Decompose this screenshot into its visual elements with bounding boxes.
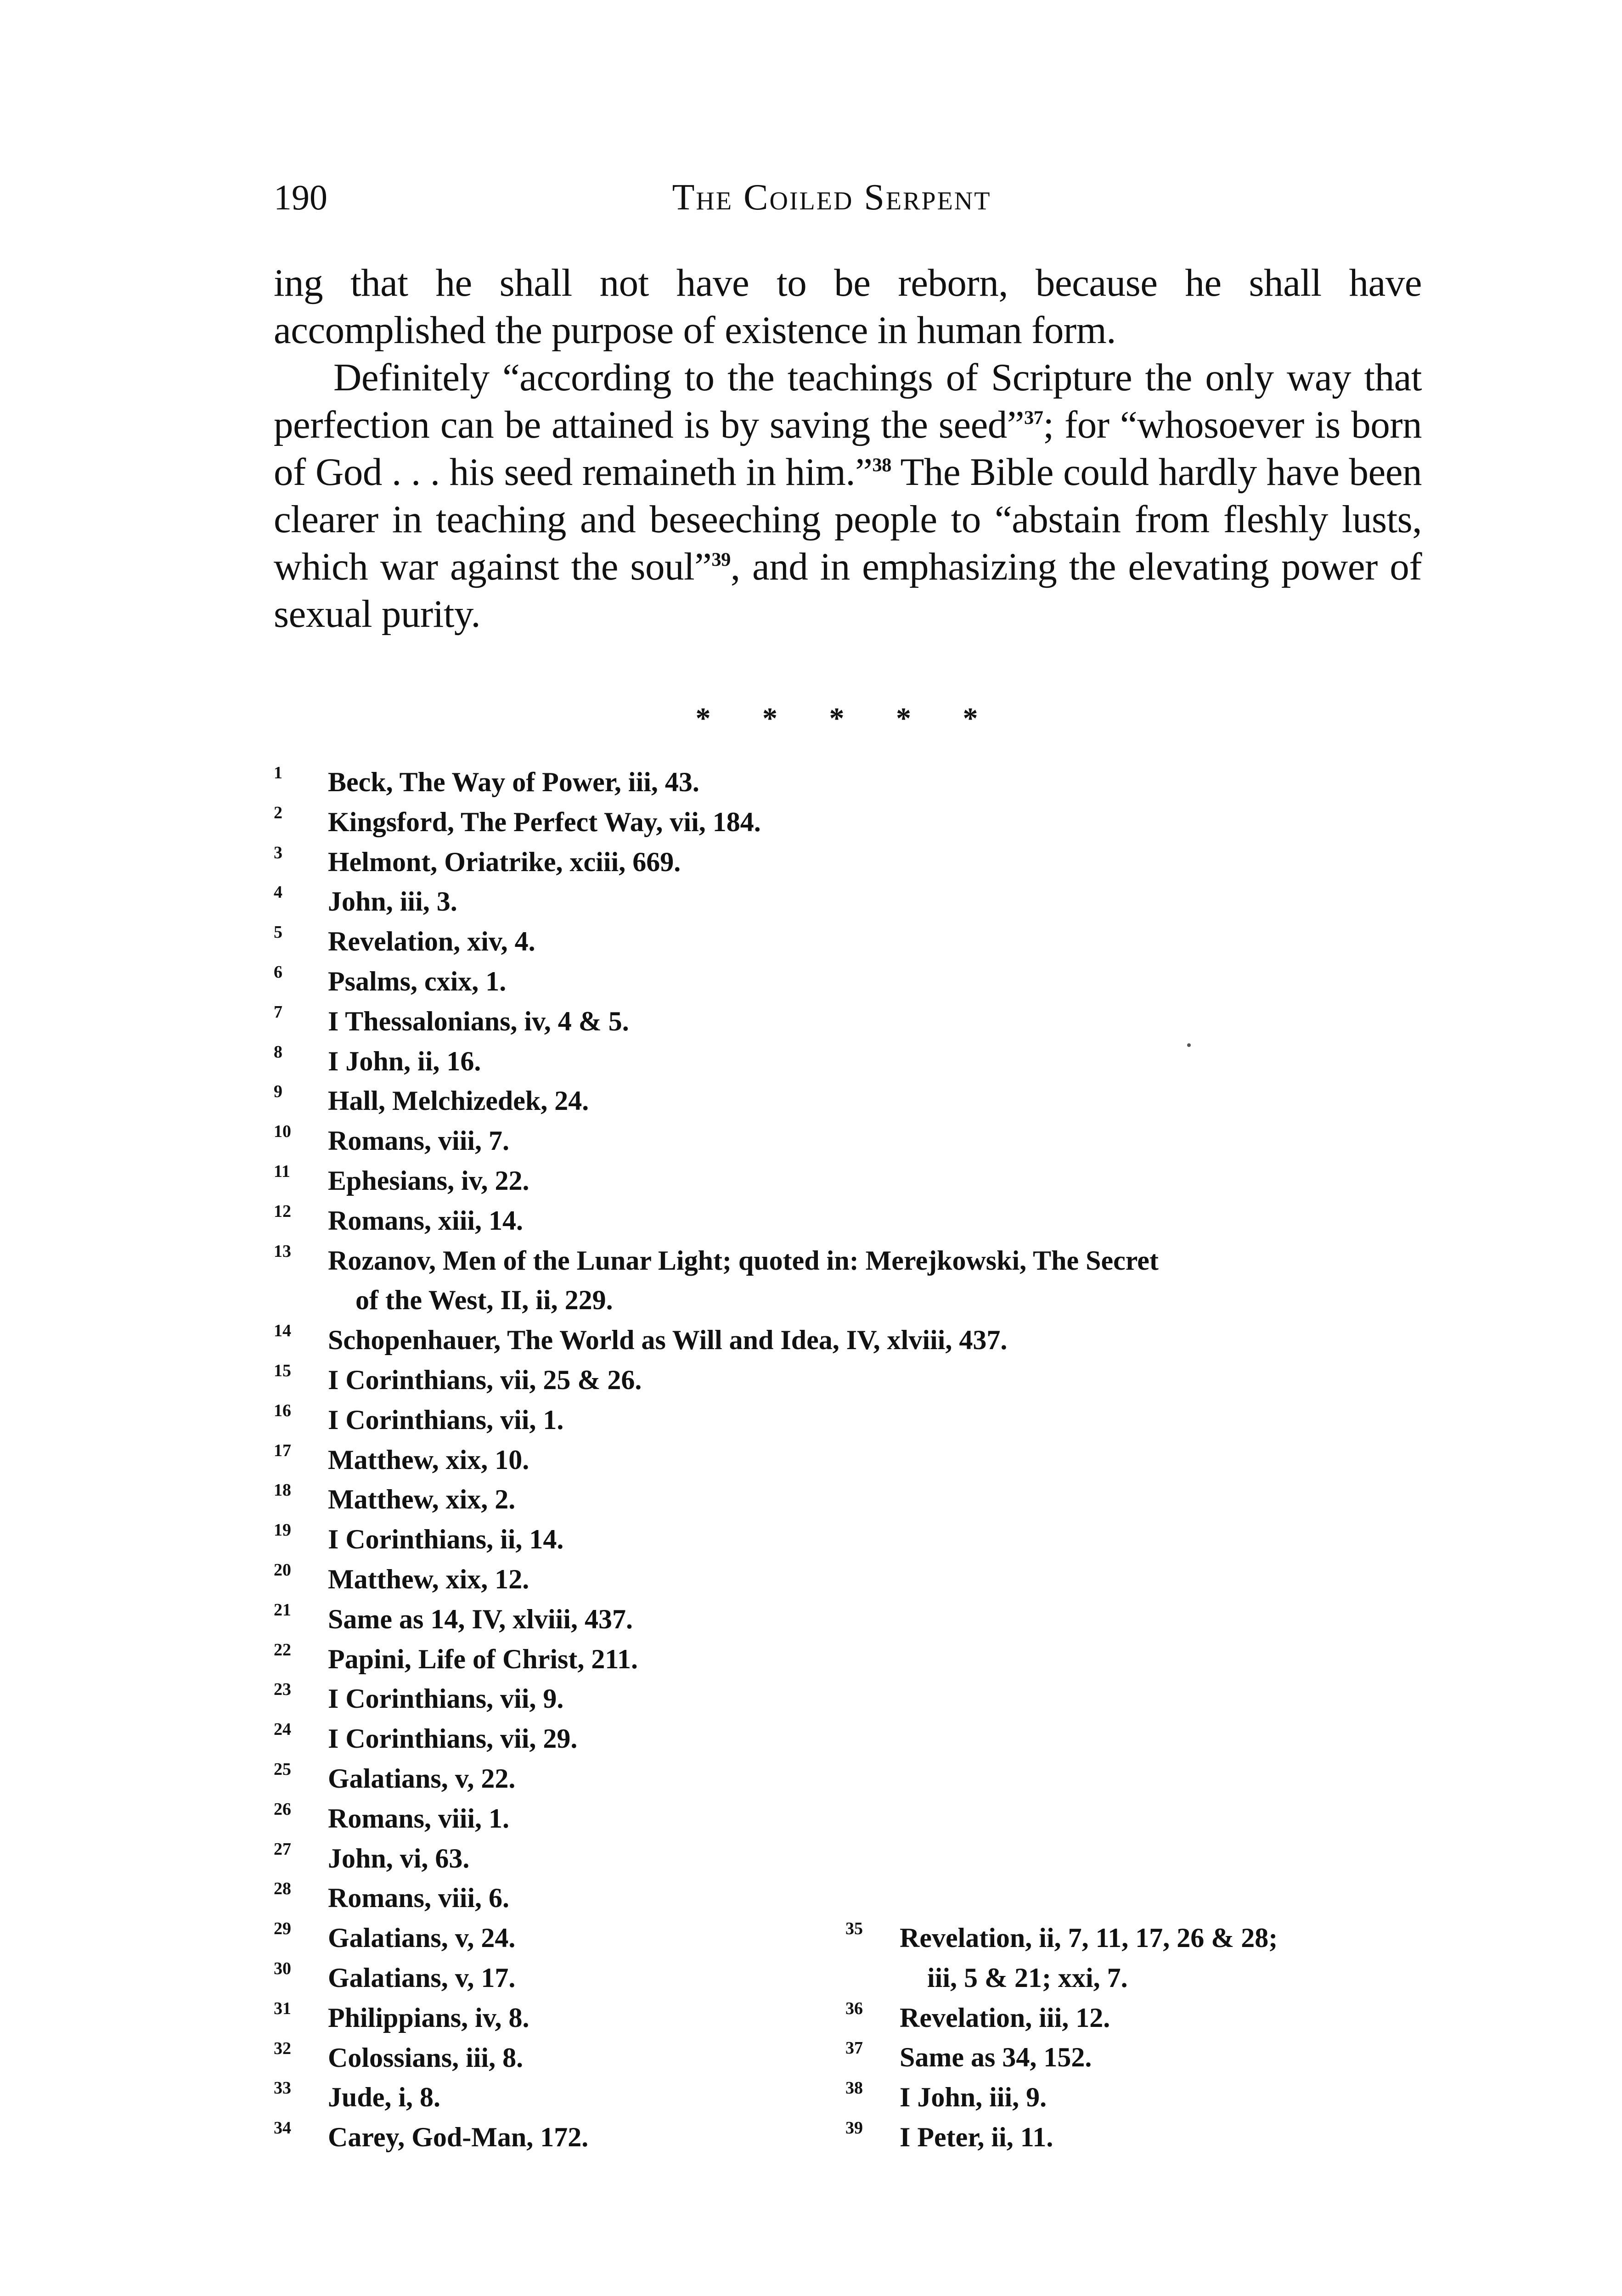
footnote-text: Colossians, iii, 8. xyxy=(328,2042,524,2073)
footnote-36 xyxy=(845,1998,1433,2038)
footnote-text: Galatians, v, 22. xyxy=(328,1763,516,1794)
running-title: The Coiled Serpent xyxy=(672,177,991,218)
footnote-number: 29 xyxy=(274,1919,291,1939)
footnote-number: 14 xyxy=(274,1321,291,1341)
footnote-19 xyxy=(274,1519,816,1559)
footnote-text: Matthew, xix, 10. xyxy=(328,1444,529,1475)
footnote-7 xyxy=(274,1002,816,1041)
footnote-text: John, iii, 3. xyxy=(328,886,457,917)
footnote-12 xyxy=(274,1201,816,1241)
footnote-32 xyxy=(274,2038,816,2078)
footnote-18 xyxy=(274,1480,816,1519)
footnote-number: 33 xyxy=(274,2078,291,2098)
footnote-text: Papini, Life of Christ, 211. xyxy=(328,1643,638,1674)
footnote-number: 18 xyxy=(274,1480,291,1500)
footnotes-right-column xyxy=(845,1918,1433,2157)
footnote-text: I Corinthians, vii, 1. xyxy=(328,1404,564,1435)
footnote-number: 32 xyxy=(274,2038,291,2058)
footnote-number: 8 xyxy=(274,1042,282,1062)
footnote-text: I John, iii, 9. xyxy=(900,2082,1047,2113)
paragraph-text-c: The Bible could hardly have been clearer in teaching and beseeching people to “abstain from fleshly lusts, which war against the soul” xyxy=(274,450,1422,588)
footnote-number: 10 xyxy=(274,1122,291,1142)
footnote-number: 39 xyxy=(845,2118,863,2138)
footnote-text: John, vi, 63. xyxy=(328,1843,470,1874)
footnote-26 xyxy=(274,1799,816,1839)
footnote-8 xyxy=(274,1041,816,1081)
footnote-number: 28 xyxy=(274,1879,291,1899)
footnote-number: 4 xyxy=(274,883,282,902)
footnote-number: 30 xyxy=(274,1958,291,1978)
footnote-text: Same as 34, 152. xyxy=(900,2042,1092,2073)
footnote-text: Carey, God-Man, 172. xyxy=(328,2122,589,2153)
footnote-30 xyxy=(274,1958,816,1998)
page-number: 190 xyxy=(274,177,327,217)
footnote-33 xyxy=(274,2077,816,2117)
footnote-number: 37 xyxy=(845,2038,863,2058)
footnote-text: Hall, Melchizedek, 24. xyxy=(328,1086,589,1116)
footnote-number: 11 xyxy=(274,1161,290,1181)
footnote-number: 7 xyxy=(274,1002,282,1022)
footnote-number: 20 xyxy=(274,1560,291,1580)
footnote-20 xyxy=(274,1559,816,1599)
footnote-4 xyxy=(274,882,816,922)
footnote-5 xyxy=(274,922,816,962)
footnote-number: 38 xyxy=(845,2078,863,2098)
footnote-1 xyxy=(274,762,816,802)
footnote-9 xyxy=(274,1081,816,1121)
footnote-text-continued: iii, 5 & 21; xxi, 7. xyxy=(927,1962,1128,1993)
footnote-14 xyxy=(274,1320,1008,1360)
footnote-number: 2 xyxy=(274,803,282,822)
footnote-number: 25 xyxy=(274,1759,291,1779)
footnote-ref-38[interactable]: 38 xyxy=(872,454,891,476)
footnote-ref-37[interactable]: 37 xyxy=(1024,407,1043,429)
footnote-text: I Peter, ii, 11. xyxy=(900,2122,1053,2152)
footnote-number: 22 xyxy=(274,1640,291,1660)
footnote-3 xyxy=(274,842,816,882)
paragraph-definitely xyxy=(274,354,1422,638)
footnote-text: Rozanov, Men of the Lunar Light; quoted in: Merejkowski, The Secret xyxy=(328,1245,1159,1276)
footnote-number: 36 xyxy=(845,1998,863,2018)
footnote-number: 6 xyxy=(274,962,282,982)
footnote-38 xyxy=(845,2077,1433,2117)
footnote-number: 35 xyxy=(845,1919,863,1938)
footnote-number: 24 xyxy=(274,1720,291,1739)
footnote-number: 15 xyxy=(274,1361,291,1380)
footnote-text: Beck, The Way of Power, iii, 43. xyxy=(328,767,699,797)
footnote-text: I John, ii, 16. xyxy=(328,1046,481,1076)
footnote-29 xyxy=(274,1918,816,1958)
footnote-number: 9 xyxy=(274,1082,282,1102)
footnote-number: 5 xyxy=(274,923,282,942)
footnote-text: I Thessalonians, iv, 4 & 5. xyxy=(328,1006,629,1036)
paragraph-text-a: Definitely “according to the teachings of Scripture the only way that perfection can be attained is by saving the seed” xyxy=(274,356,1422,446)
footnote-21 xyxy=(274,1599,816,1639)
footnote-text: Galatians, v, 17. xyxy=(328,1962,516,1993)
footnote-11 xyxy=(274,1161,816,1201)
footnote-text: Romans, viii, 1. xyxy=(328,1803,510,1834)
footnote-number: 17 xyxy=(274,1441,291,1460)
footnote-text: I Corinthians, vii, 29. xyxy=(328,1723,578,1754)
footnote-ref-39[interactable]: 39 xyxy=(711,549,731,571)
footnote-15 xyxy=(274,1360,816,1400)
footnote-number: 1 xyxy=(274,763,282,782)
paragraph-continued: ing that he shall not have to be reborn, because he shall have accomplished the purpose of existence in human form. xyxy=(274,261,1422,352)
footnote-text: Romans, xiii, 14. xyxy=(328,1205,524,1236)
footnote-text: Romans, viii, 7. xyxy=(328,1125,510,1156)
footnote-24 xyxy=(274,1719,816,1759)
footnote-number: 13 xyxy=(274,1241,291,1261)
footnote-text: Revelation, xiv, 4. xyxy=(328,926,535,957)
footnote-25 xyxy=(274,1759,816,1799)
footnote-number: 23 xyxy=(274,1680,291,1699)
footnote-31 xyxy=(274,1998,816,2038)
footnote-34 xyxy=(274,2117,816,2157)
footnote-text: Romans, viii, 6. xyxy=(328,1883,510,1913)
footnote-text: Kingsford, The Perfect Way, vii, 184. xyxy=(328,806,761,837)
footnote-28 xyxy=(274,1878,816,1918)
footnote-text: Ephesians, iv, 22. xyxy=(328,1165,529,1196)
footnote-number: 21 xyxy=(274,1600,291,1620)
footnote-number: 34 xyxy=(274,2118,291,2138)
footnote-text: Jude, i, 8. xyxy=(328,2082,441,2113)
footnote-10 xyxy=(274,1121,816,1161)
footnote-6 xyxy=(274,962,816,1002)
footnotes xyxy=(274,762,1431,2153)
paragraph-text-d: , and in emphasizing the elevating power of sexual purity. xyxy=(274,545,1422,636)
footnote-2 xyxy=(274,802,816,842)
running-header xyxy=(274,174,1390,220)
footnote-17 xyxy=(274,1440,816,1480)
footnote-text: Galatians, v, 24. xyxy=(328,1923,516,1953)
footnote-text: I Corinthians, vii, 9. xyxy=(328,1683,564,1714)
footnote-number: 26 xyxy=(274,1799,291,1819)
body-text xyxy=(274,259,1422,638)
footnote-number: 31 xyxy=(274,1998,291,2018)
footnote-13 xyxy=(274,1241,1159,1321)
footnote-16 xyxy=(274,1400,816,1440)
footnote-39 xyxy=(845,2117,1433,2157)
footnote-number: 16 xyxy=(274,1401,291,1420)
footnote-number: 19 xyxy=(274,1520,291,1540)
footnote-text: Helmont, Oriatrike, xciii, 669. xyxy=(328,846,681,877)
footnote-37 xyxy=(845,2037,1433,2077)
footnote-text: I Corinthians, ii, 14. xyxy=(328,1524,564,1555)
footnote-text: Philippians, iv, 8. xyxy=(328,2002,529,2033)
footnote-number: 12 xyxy=(274,1201,291,1221)
footnote-number: 27 xyxy=(274,1839,291,1859)
footnote-text: Matthew, xix, 2. xyxy=(328,1484,516,1515)
footnote-text-continued: of the West, II, ii, 229. xyxy=(355,1285,613,1316)
footnote-text: Psalms, cxix, 1. xyxy=(328,966,507,996)
footnote-text: I Corinthians, vii, 25 & 26. xyxy=(328,1364,642,1395)
footnote-number: 3 xyxy=(274,843,282,862)
paragraph-text-b: ; for “whosoever is born of God . . . his seed remaineth in him.” xyxy=(274,403,1422,494)
footnote-22 xyxy=(274,1639,816,1679)
footnote-text: Schopenhauer, The World as Will and Idea, IV, xlviii, 437. xyxy=(328,1325,1008,1356)
footnote-text: Revelation, ii, 7, 11, 17, 26 & 28; xyxy=(900,1923,1278,1953)
footnote-27 xyxy=(274,1839,816,1879)
footnote-35 xyxy=(845,1918,1433,1998)
footnote-text: Matthew, xix, 12. xyxy=(328,1564,529,1594)
footnote-text: Revelation, iii, 12. xyxy=(900,2002,1110,2033)
section-separator: * * * * * xyxy=(695,702,1000,735)
footnote-23 xyxy=(274,1679,816,1719)
footnote-text: Same as 14, IV, xlviii, 437. xyxy=(328,1604,633,1634)
